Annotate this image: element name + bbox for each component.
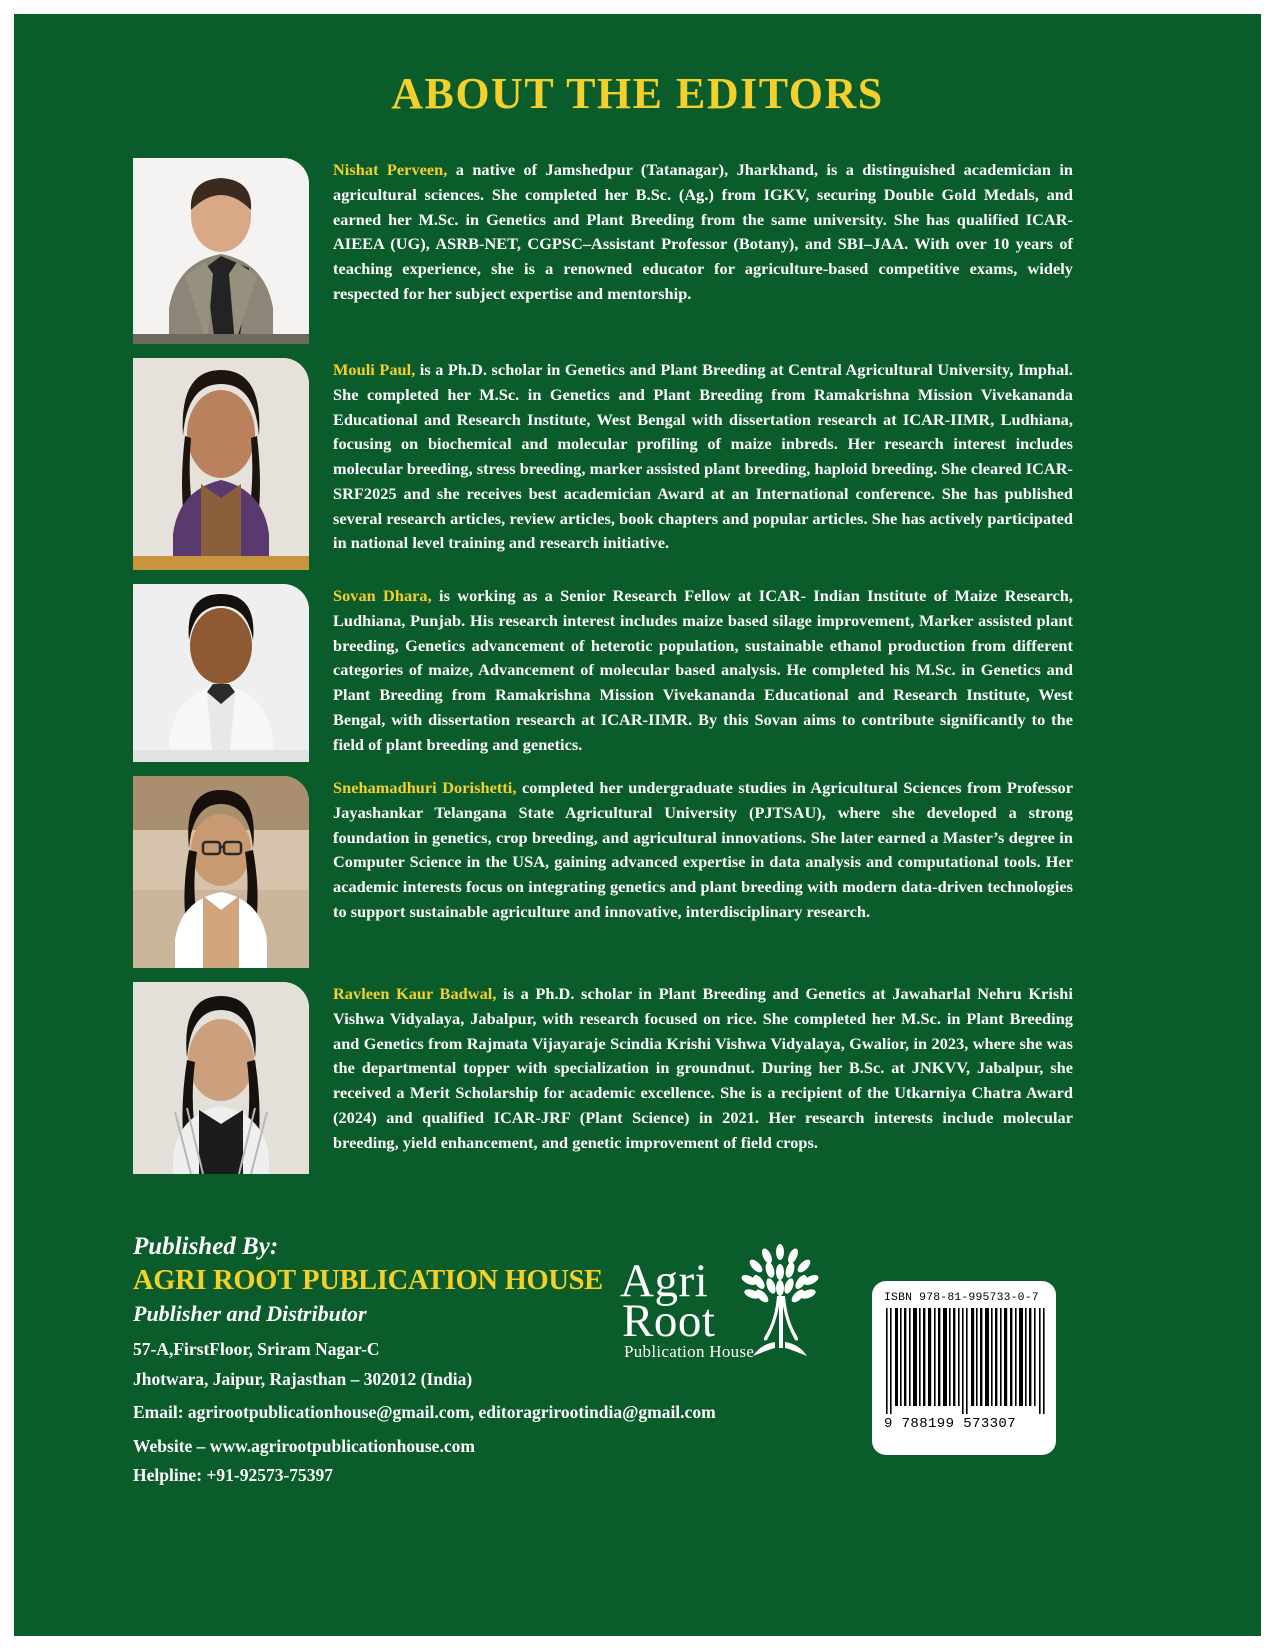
- page-title: ABOUT THE EDITORS: [391, 69, 884, 118]
- page-edge-top: [0, 0, 1275, 14]
- logo-word-agri: Agri: [620, 1255, 709, 1307]
- published-by-label: Published By:: [133, 1233, 279, 1260]
- publisher-email[interactable]: Email: agrirootpublicationhouse@gmail.com, editoragrirootindia@gmail.com: [133, 1402, 716, 1423]
- editor-bio-text: is a Ph.D. scholar in Genetics and Plant Breeding at Central Agricultural University, Imphal. She completed her M.Sc. in Genetics and Plant Breeding from Ramakrishna Mission Vivekananda Educational and Research Institute, West Bengal with dissertation research at ICAR-IIMR, Ludhiana, focusing on biochemical and molecular profiling of maize inbreds. Her research interest includes molecular breeding, stress breeding, marker assisted plant breeding, haploid breeding. She cleared ICAR-SRF2025 and she receives best academician Award at an International conference. She has published several research articles, review articles, book chapters and popular articles. She has actively participated in national level training and research initiative.: [333, 360, 1074, 553]
- barcode-bars: [884, 1308, 1046, 1414]
- tree-icon: [737, 1238, 823, 1358]
- editor-entry: [133, 358, 1073, 570]
- editor-photo-wrapper: [133, 358, 309, 570]
- editor-photo-wrapper: [133, 158, 309, 344]
- editor-entry: [133, 158, 1073, 344]
- editor-name: Nishat Perveen,: [333, 160, 448, 179]
- editor-name: Mouli Paul,: [333, 360, 416, 379]
- editor-bio: [333, 158, 1073, 307]
- agri-root-logo: [610, 1238, 825, 1368]
- logo-word-root: Root: [622, 1295, 716, 1347]
- editor-bio: [333, 358, 1073, 556]
- portrait-nishat-perveen: [133, 158, 309, 344]
- publisher-helpline: Helpline: +91-92573-75397: [133, 1465, 334, 1486]
- page-edge-left: [0, 0, 14, 1650]
- page-edge-right: [1261, 0, 1275, 1650]
- editor-bio-text: is working as a Senior Research Fellow at ICAR- Indian Institute of Maize Research, Ludhiana, Punjab. His research interest includes maize based silage improvement, Marker assisted plant breeding, Genetics advancement of heterotic population, sustainable ethanol production from different categories of maize, Advancement of molecular based analysis. He completed his M.Sc. in Genetics and Plant Breeding from Ramakrishna Mission Vivekananda Educational and Research Institute, West Bengal, with dissertation research at ICAR-IIMR. By this Sovan aims to contribute significantly to the field of plant breeding and genetics.: [333, 586, 1073, 754]
- logo-tagline: Publication House: [624, 1342, 755, 1361]
- editor-entry: [133, 776, 1073, 968]
- editor-name: Ravleen Kaur Badwal,: [333, 984, 497, 1003]
- editor-bio-text: is a Ph.D. scholar in Plant Breeding and Genetics at Jawaharlal Nehru Krishi Vishwa Vidyalaya, Jabalpur, with research focused on rice. She completed her M.Sc. in Plant Breeding and Genetics from Rajmata Vijayaraje Scindia Krishi Vishwa Vidyalaya, Gwalior, in 2023, where she was the departmental topper with specialization in groundnut. During her B.Sc. at JNKVV, Jabalpur, she received a Merit Scholarship for academic excellence. She is a recipient of the Utkarniya Chatra Award (2024) and qualified ICAR-JRF (Plant Science) in 2021. Her research interests include molecular breeding, yield enhancement, and genetic improvement of field crops.: [333, 984, 1073, 1152]
- portrait-sovan-dhara: [133, 584, 309, 762]
- editor-bio: [333, 584, 1073, 757]
- editor-bio-text: a native of Jamshedpur (Tatanagar), Jharkhand, is a distinguished academician in agricultural sciences. She completed her B.Sc. (Ag.) from IGKV, securing Double Gold Medals, and earned her M.Sc. in Genetics and Plant Breeding from the same university. She has qualified ICAR-AIEEA (UG), ASRB-NET, CGPSC–Assistant Professor (Botany), and SBI–JAA. With over 10 years of teaching experience, she is a renowned educator for agriculture-based competitive exams, widely respected for her subject expertise and mentorship.: [333, 160, 1074, 303]
- editor-entry: [133, 982, 1073, 1174]
- portrait-mouli-paul: [133, 358, 309, 570]
- editor-photo-wrapper: [133, 584, 309, 762]
- portrait-snehamadhuri-dorishetti: [133, 776, 309, 968]
- editor-photo-wrapper: [133, 776, 309, 968]
- editor-bio-text: completed her undergraduate studies in Agricultural Sciences from Professor Jayashankar Telangana State Agricultural University (PJTSAU), where she developed a strong foundation in genetics, crop breeding, and agricultural innovations. She later earned a Master’s degree in Computer Science in the USA, gaining advanced expertise in data analysis and computational tools. Her academic interests focus on integrating genetics and plant breeding with modern data-driven technologies to support sustainable agriculture and innovative, interdisciplinary research.: [333, 778, 1074, 921]
- page-edge-bottom: [0, 1636, 1275, 1650]
- portrait-ravleen-kaur-badwal: [133, 982, 309, 1174]
- editor-name: Snehamadhuri Dorishetti,: [333, 778, 517, 797]
- publisher-name: AGRI ROOT PUBLICATION HOUSE: [133, 1265, 603, 1296]
- publisher-address-line-2: Jhotwara, Jaipur, Rajasthan – 302012 (India): [133, 1368, 473, 1389]
- editor-name: Sovan Dhara,: [333, 586, 432, 605]
- publisher-address-line-1: 57-A,FirstFloor, Sriram Nagar-C: [133, 1339, 380, 1359]
- isbn-barcode: [872, 1281, 1056, 1455]
- publisher-website[interactable]: Website – www.agrirootpublicationhouse.com: [133, 1435, 475, 1456]
- isbn-text: ISBN 978-81-995733-0-7: [884, 1292, 1039, 1304]
- editors-list: [133, 158, 1073, 1188]
- editor-bio: [333, 776, 1073, 925]
- ean-digits: 9 788199 573307: [884, 1416, 1017, 1432]
- editor-bio: [333, 982, 1073, 1155]
- editor-entry: [133, 584, 1073, 762]
- editor-photo-wrapper: [133, 982, 309, 1174]
- publisher-role: Publisher and Distributor: [133, 1301, 367, 1326]
